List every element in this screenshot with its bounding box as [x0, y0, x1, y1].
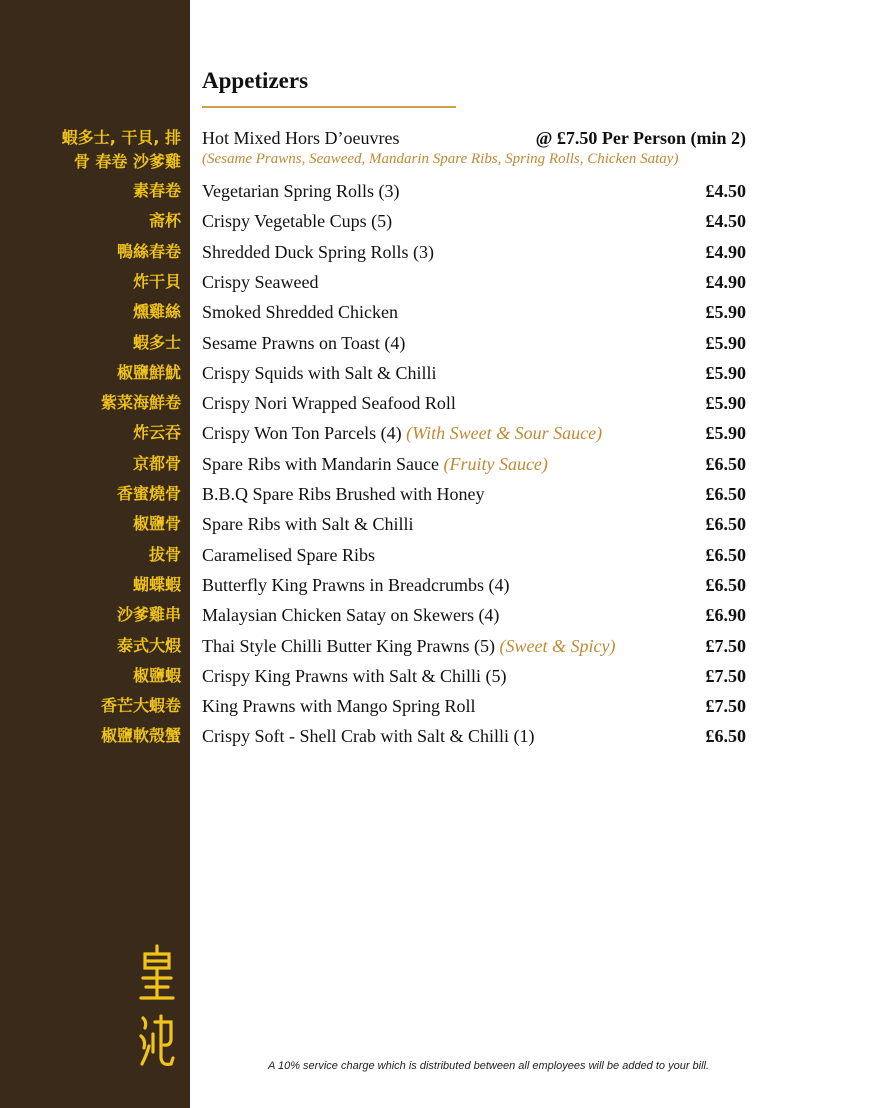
hors-doeuvres-chinese-line1: 蝦多士, 干貝, 排	[61, 128, 181, 147]
item-name-text: Crispy King Prawns with Salt & Chilli (5)	[202, 666, 507, 686]
item-name	[202, 241, 434, 263]
item-price: £4.90	[705, 242, 746, 262]
item-note: (With Sweet & Sour Sauce)	[406, 423, 603, 443]
item-price: £7.50	[705, 636, 746, 656]
item-chinese-name: 泰式大煆	[116, 636, 181, 655]
item-chinese-name: 椒鹽軟殼蟹	[100, 726, 181, 745]
item-name	[202, 392, 456, 414]
item-chinese-name: 炸干貝	[132, 272, 181, 291]
item-name-text: Sesame Prawns on Toast (4)	[202, 333, 406, 353]
item-chinese-name: 蝴蝶蝦	[132, 575, 181, 594]
item-name-text: Spare Ribs with Salt & Chilli	[202, 514, 414, 534]
item-price: £6.50	[705, 545, 746, 565]
item-name	[202, 332, 405, 354]
item-price: £7.50	[705, 666, 746, 686]
item-name-text: Thai Style Chilli Butter King Prawns (5)	[202, 636, 495, 656]
item-chinese-name: 椒鹽蝦	[132, 666, 181, 685]
item-name	[202, 604, 499, 626]
restaurant-seal-logo	[137, 940, 177, 1080]
service-charge-note: A 10% service charge which is distributed between all employees will be added to your bill.	[268, 1060, 710, 1072]
title-underline	[202, 106, 456, 108]
item-chinese-name: 沙爹雞串	[116, 605, 181, 624]
item-name-text: Crispy Nori Wrapped Seafood Roll	[202, 393, 456, 413]
item-name-text: Crispy Squids with Salt & Chilli	[202, 363, 437, 383]
item-price: £7.50	[705, 696, 746, 716]
item-name-text: Crispy Vegetable Cups (5)	[202, 211, 393, 231]
section-title: Appetizers	[202, 68, 309, 93]
item-name-text: Malaysian Chicken Satay on Skewers (4)	[202, 605, 500, 625]
item-price: £5.90	[705, 333, 746, 353]
item-price: £6.50	[705, 575, 746, 595]
item-chinese-name: 香蜜燒骨	[116, 484, 181, 503]
item-chinese-name: 京都骨	[132, 454, 181, 473]
item-chinese-name: 鴨絲春卷	[116, 242, 181, 261]
item-chinese-name: 素春卷	[132, 181, 181, 200]
item-chinese-name: 拔骨	[148, 545, 181, 564]
item-name	[202, 453, 548, 475]
item-price: £4.90	[705, 272, 746, 292]
item-name	[202, 544, 375, 566]
item-chinese-name: 斋杯	[148, 211, 181, 230]
item-price: £5.90	[705, 393, 746, 413]
item-name-text: B.B.Q Spare Ribs Brushed with Honey	[202, 484, 485, 504]
item-name-text: Shredded Duck Spring Rolls (3)	[202, 242, 434, 262]
item-name-text: King Prawns with Mango Spring Roll	[202, 696, 476, 716]
item-name-text: Butterfly King Prawns in Breadcrumbs (4)	[202, 575, 510, 595]
item-chinese-name: 燻雞絲	[132, 302, 181, 321]
hors-doeuvres-chinese-line2: 骨 春卷 沙爹雞	[73, 152, 181, 171]
item-price: £6.50	[705, 514, 746, 534]
hors-doeuvres-price: @ £7.50 Per Person (min 2)	[535, 128, 746, 148]
item-price: £4.50	[705, 211, 746, 231]
item-name-text: Crispy Won Ton Parcels (4)	[202, 423, 402, 443]
item-price: £6.50	[705, 484, 746, 504]
item-name	[202, 180, 399, 202]
item-name-text: Smoked Shredded Chicken	[202, 302, 398, 322]
item-name	[202, 513, 414, 535]
item-name-text: Crispy Seaweed	[202, 272, 319, 292]
item-price: £5.90	[705, 302, 746, 322]
item-name	[202, 271, 318, 293]
item-name	[202, 210, 392, 232]
item-name	[202, 574, 509, 596]
item-price: £5.90	[705, 363, 746, 383]
item-name-text: Spare Ribs with Mandarin Sauce	[202, 454, 439, 474]
item-price: £5.90	[705, 423, 746, 443]
item-name	[202, 362, 437, 384]
item-chinese-name: 蝦多士	[132, 333, 181, 352]
item-name	[202, 695, 476, 717]
item-name	[202, 665, 507, 687]
hors-doeuvres-name: Hot Mixed Hors D’oeuvres	[202, 128, 400, 148]
item-chinese-name: 炸云吞	[132, 423, 181, 442]
item-name	[202, 422, 602, 444]
item-name-text: Vegetarian Spring Rolls (3)	[202, 181, 400, 201]
item-name	[202, 725, 535, 747]
item-price: £6.50	[705, 726, 746, 746]
item-name	[202, 635, 615, 657]
item-name-text: Crispy Soft - Shell Crab with Salt & Chilli (1)	[202, 726, 535, 746]
item-chinese-name: 香芒大蝦卷	[100, 696, 181, 715]
item-name	[202, 483, 485, 505]
hors-doeuvres-contents: (Sesame Prawns, Seaweed, Mandarin Spare Ribs, Spring Rolls, Chicken Satay)	[202, 151, 679, 167]
item-price: £6.90	[705, 605, 746, 625]
item-chinese-name: 椒鹽骨	[132, 514, 181, 533]
item-name-text: Caramelised Spare Ribs	[202, 545, 375, 565]
item-note: (Sweet & Spicy)	[499, 636, 616, 656]
item-name	[202, 301, 398, 323]
item-price: £6.50	[705, 454, 746, 474]
item-chinese-name: 椒鹽鮮魷	[116, 363, 181, 382]
item-chinese-name: 紫菜海鮮卷	[100, 393, 181, 412]
item-price: £4.50	[705, 181, 746, 201]
item-note: (Fruity Sauce)	[443, 454, 548, 474]
